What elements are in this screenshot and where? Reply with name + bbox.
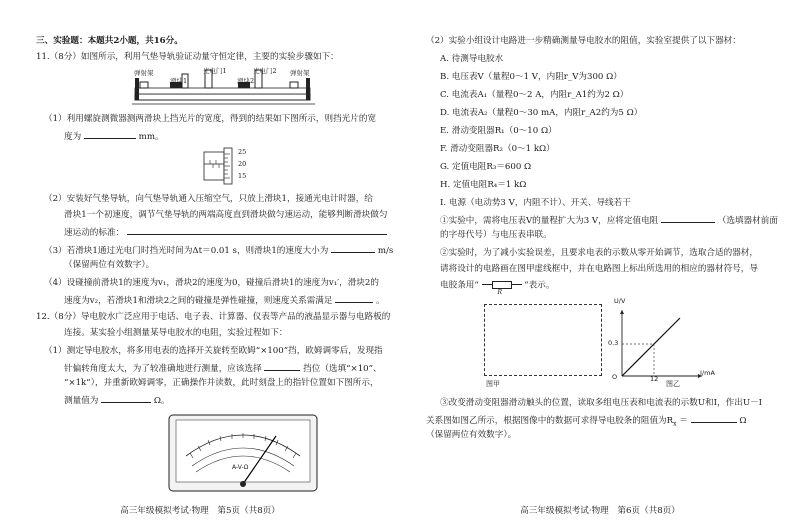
fig-label-gate1: 光电门1	[203, 67, 227, 75]
graph-x-tick: 12	[650, 375, 659, 383]
micrometer-tick-15: 15	[238, 172, 247, 180]
answer-blank-reading[interactable]	[101, 394, 151, 403]
c2-line1: ②实验时，为了减小实验误差，且要求电表的示数从零开始调节，选取合适的器材，	[440, 248, 758, 258]
micrometer-tick-25: 25	[238, 148, 247, 156]
equipment-b: B. 电压表V（量程0～1 V，内阻r_V为300 Ω）	[440, 72, 622, 82]
q12-p1-line4: 测量值为 Ω。	[64, 396, 170, 406]
equipment-h: H. 定值电阻R₄＝1 kΩ	[440, 180, 527, 190]
graph-y-tick: 0.3	[608, 339, 619, 347]
meter-label: A-V-Ω	[232, 464, 249, 471]
fig-label-slider2: 滑块2	[237, 77, 255, 85]
air-track-rail	[135, 94, 310, 100]
c2-line3: 电胶条用“ R ”表示。	[440, 280, 555, 296]
graph-x-label: I/mA	[700, 369, 715, 377]
equipment-f: F. 滑动变阻器R₂（0～1 kΩ）	[440, 144, 555, 154]
q12-p1-line1: （1）测定导电胶水，将多用电表的选择开关旋转至欧姆“×100”挡，欧姆调零后，发现指	[44, 346, 383, 356]
equipment-c: C. 电流表A₁（量程0～2 A，内阻r_A1约为2 Ω）	[440, 90, 629, 100]
left-bracket	[135, 78, 139, 100]
q12-stem-line2: 连接。某实验小组测量某导电胶水的电阻，实验过程如下：	[64, 328, 288, 338]
right-page	[400, 0, 800, 532]
answer-blank-speed[interactable]	[331, 244, 375, 253]
equipment-a: A. 待测导电胶水	[440, 54, 504, 64]
graph-y-label: U/V	[614, 297, 626, 305]
circuit-drawing-box[interactable]	[484, 304, 602, 376]
answer-blank-rx[interactable]	[691, 414, 737, 423]
equipment-g: G. 定值电阻R₃＝600 Ω	[440, 162, 532, 172]
c3-line3: （保留两位有效数字）。	[426, 430, 517, 440]
q12-p2-line1: （2）实验小组设计电路进一步精确测量导电胶水的阻值，实验室提供了以下器材：	[426, 36, 741, 46]
right-footer: 高三年级模拟考试·物理 第6页（共8页）	[520, 505, 680, 516]
left-footer: 高三年级模拟考试·物理 第5页（共8页）	[120, 505, 280, 516]
c3-line2: 关系图如图乙所示，根据图像中的数据可求得导电胶条的阻值为$R_x = \Omega$	[426, 416, 747, 428]
resistor-symbol: R	[482, 280, 522, 290]
answer-blank-width[interactable]	[84, 130, 136, 139]
q12-p1-line3: “×1k”），并重新欧姆调零，正确操作并读数，此时刻盘上的指针位置如下图所示，	[64, 378, 379, 388]
ui-line	[622, 318, 680, 376]
air-track-top	[135, 88, 310, 94]
equipment-i: I. 电源（电动势3 V，内阻不计）、开关、导线若干	[440, 198, 631, 208]
section-title: 三、实验题：本题共2小题，共16分。	[36, 36, 183, 46]
answer-blank-range[interactable]	[264, 362, 300, 371]
answer-blank-criterion[interactable]	[127, 226, 387, 235]
q11-p4-line1: （4）设碰撞前滑块1的速度为v₁，滑块2的速度为0，碰撞后滑块1的速度为v₁′，滑块2的	[44, 278, 379, 288]
micrometer-figure	[204, 148, 264, 184]
c2-line2: 请将设计的电路画在图甲虚线框中，并在电路图上标出所选用的相应的器材符号，导	[440, 264, 758, 274]
micrometer-tick-20: 20	[238, 160, 247, 168]
c3-line1: ③改变滑动变阻器滑动触头的位置，读取多组电压表和电流表的示数U和I，作出U－I	[440, 398, 763, 408]
q11-p3-line2: （保留两位有效数字）。	[64, 260, 155, 270]
answer-blank-relation[interactable]	[335, 294, 373, 303]
equipment-e: E. 滑动变阻器R₁（0～10 Ω）	[440, 126, 557, 136]
fig-label-spring-right: 弹射架	[290, 69, 310, 77]
q11-p1-line2: 度为 mm。	[64, 132, 164, 142]
left-spring-shape	[140, 82, 148, 88]
fig-label-spring-left: 弹射架	[134, 69, 154, 77]
q11-p3-line1: （3）若滑块1通过光电门时挡光时间为Δt＝0.01 s，则滑块1的速度大小为 m/s	[44, 246, 394, 256]
q12-stem-line1: 12.（8分）导电胶水广泛应用于电话、电子表、计算器、仪表等产品的液晶显示器与电路板的	[36, 312, 391, 322]
c1-line2: 的字母代号）与电压表串联。	[440, 230, 552, 240]
fig-yi-label: 图乙	[666, 380, 680, 388]
fig-label-slider1: 滑块1	[170, 77, 188, 85]
q11-p2-line2: 滑块1一个初速度，调节气垫导轨的两端高度直到滑块做匀速运动，能够判断滑块做匀	[64, 210, 388, 220]
answer-blank-resistor[interactable]	[661, 214, 715, 223]
q11-p2-line3: 速运动的标准：	[64, 226, 387, 238]
graph-origin: O	[612, 373, 618, 381]
fig-label-gate2: 光电门2	[253, 67, 277, 75]
multimeter-figure	[168, 414, 318, 492]
ui-graph	[614, 306, 706, 382]
q11-p4-line2: 速度为v₂，若滑块1和滑块2之间的碰撞是弹性碰撞，则速度关系需满足 。	[64, 296, 385, 306]
q11-p2-line1: （2）安装好气垫导轨，向气垫导轨通入压缩空气，只放上滑块1，接通光电计时器，给	[44, 194, 373, 204]
right-bracket	[306, 78, 310, 100]
q11-stem: 11.（8分）如图所示，利用气垫导轨验证动量守恒定律，主要的实验步骤如下：	[36, 52, 339, 62]
q12-p1-line2: 针偏转角度太大，为了较准确地进行测量，应该选择 挡位（选填“×10”、	[64, 364, 382, 374]
c1-line1: ①实验中，需将电压表V的量程扩大为3 V，应将定值电阻 （选填器材前面	[440, 216, 778, 226]
right-spring-shape	[290, 82, 298, 88]
q11-p1-line1: （1）利用螺旋测微器测两滑块上挡光片的宽度，得到的结果如下图所示，则挡光片的宽	[44, 114, 377, 124]
fig-jia-label: 图甲	[486, 380, 500, 388]
equipment-d: D. 电流表A₂（量程0～30 mA，内阻r_A2约为5 Ω）	[440, 108, 643, 118]
